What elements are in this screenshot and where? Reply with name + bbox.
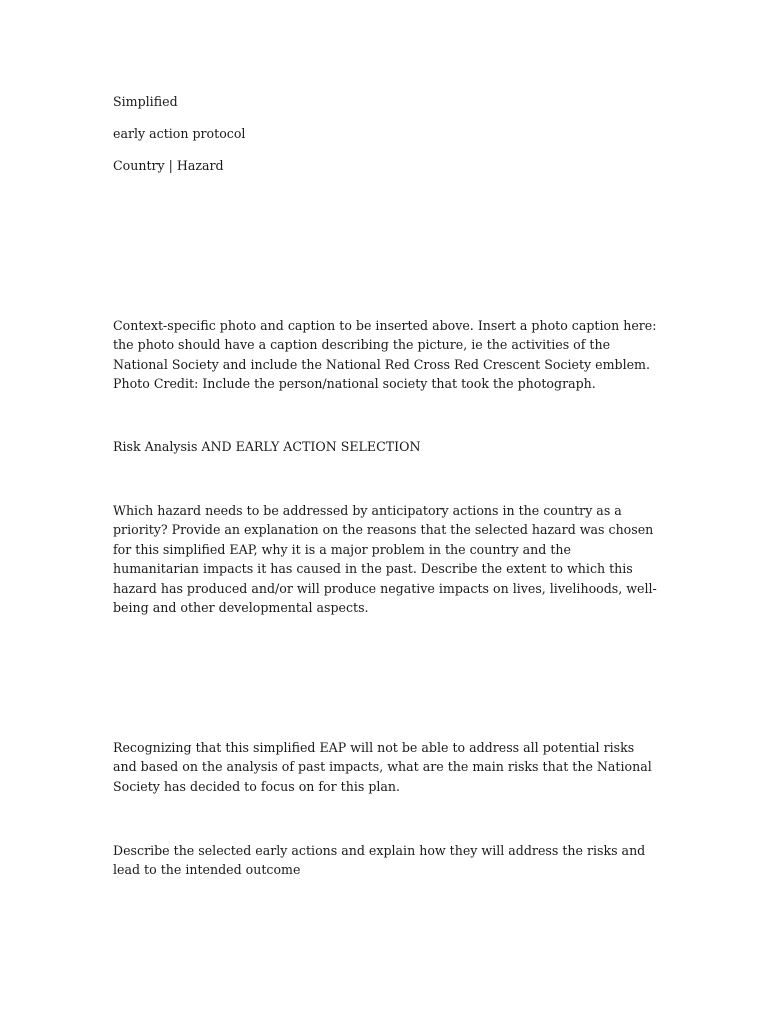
hazard-question-paragraph: Which hazard needs to be addressed by anticipatory actions in the country as a priority? Provide an explanation on the reasons that the selected hazard was chosen for this simplified EAP, why it is a major problem in the country and the humanitarian impacts it has caused in the past. Describe the extent to which this hazard has produced and/or will produce negative impacts on lives, livelihoods, well-being and other developmental aspects. [113,503,657,616]
cover-country-hazard: Country | Hazard [113,158,224,173]
early-actions-paragraph: Describe the selected early actions and explain how they will address the risks and lead to the intended outcome [113,843,646,878]
photo-caption-instructions: Context-specific photo and caption to be inserted above. Insert a photo caption here: the photo should have a caption describing the picture, ie the activities of the National Society and include the National Red Cross Red Crescent Society emblem. Photo Credit: Include the person/national society that took the photograph. [113,318,657,392]
section-heading: Risk Analysis AND EARLY ACTION SELECTION [113,439,421,454]
risks-question-paragraph: Recognizing that this simplified EAP will not be able to address all potential risks and based on the analysis of past impacts, what are the main risks that the National Society has decided to focus on for this plan. [113,740,652,794]
cover-title-line-1: Simplified [113,94,178,109]
cover-title-line-2: early action protocol [113,126,246,141]
